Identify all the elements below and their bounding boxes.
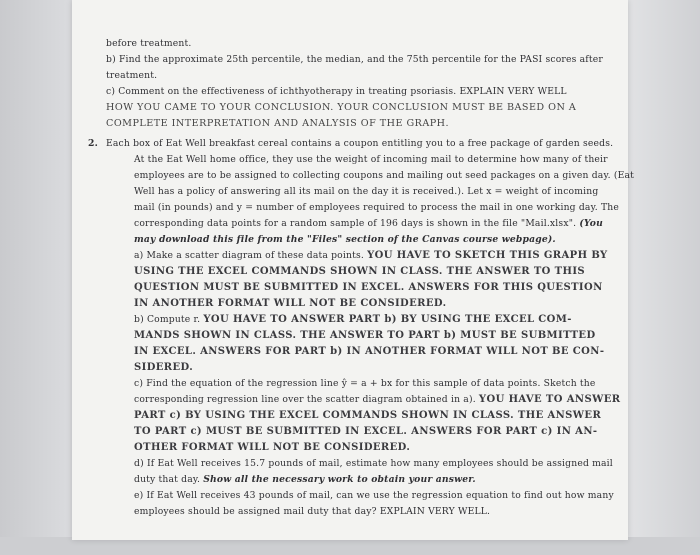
text-segment-emphasis: (You xyxy=(579,218,603,229)
text-segment-caps: YOU HAVE TO SKETCH THIS GRAPH BY xyxy=(367,250,608,261)
text-line-caps: TO PART c) MUST BE SUBMITTED IN EXCEL. ANSWERS FOR PART c) IN AN- xyxy=(134,426,598,437)
text-line: e) If Eat Well receives 43 pounds of mail, can we use the regression equation to find out how many xyxy=(134,490,614,501)
text-segment-emphasis: Show all the necessary work to obtain your answer. xyxy=(203,474,476,485)
question-number: 2. xyxy=(88,138,98,149)
text-line xyxy=(106,392,621,408)
text-line-caps: IN EXCEL. ANSWERS FOR PART b) IN ANOTHER FORMAT WILL NOT BE CON- xyxy=(134,346,605,357)
text-line-caps: MANDS SHOWN IN CLASS. THE ANSWER TO PART b) MUST BE SUBMITTED xyxy=(134,330,596,341)
background-left xyxy=(0,0,70,555)
text-line: treatment. xyxy=(106,70,158,81)
background-right xyxy=(625,0,700,555)
text-segment: corresponding regression line over the scatter diagram obtained in a). xyxy=(134,394,479,405)
text-line: mail (in pounds) and y = number of employees required to process the mail in one working day. The xyxy=(134,202,619,213)
text-line-caps: USING THE EXCEL COMMANDS SHOWN IN CLASS. THE ANSWER TO THIS xyxy=(134,266,586,277)
text-segment-caps: YOU HAVE TO ANSWER PART b) BY USING THE EXCEL COM- xyxy=(203,314,572,325)
text-line-emphasis: may download this file from the "Files" section of the Canvas course webpage). xyxy=(134,234,556,245)
text-line-caps: QUESTION MUST BE SUBMITTED IN EXCEL. ANSWERS FOR THIS QUESTION xyxy=(134,282,603,293)
text-line-caps: SIDERED. xyxy=(134,362,194,373)
document-page xyxy=(72,0,635,540)
text-line: c) Comment on the effectiveness of ichthyotherapy in treating psoriasis. EXPLAIN VERY WELL xyxy=(106,86,567,97)
text-segment: corresponding data points for a random sample of 196 days is shown in the file "Mail.xlsx". xyxy=(134,218,580,229)
text-line: At the Eat Well home office, they use the weight of incoming mail to determine how many of their xyxy=(134,154,608,165)
text-segment: b) Compute r. xyxy=(134,314,204,325)
text-line: Well has a policy of answering all its mail on the day it is received.). Let x = weight of incoming xyxy=(134,186,599,197)
text-segment: duty that day. xyxy=(134,474,204,485)
text-line: COMPLETE INTERPRETATION AND ANALYSIS OF THE GRAPH. xyxy=(106,118,450,129)
text-line xyxy=(106,248,614,264)
text-line: c) Find the equation of the regression line ŷ = a + bx for this sample of data points. Sketch the xyxy=(134,378,596,389)
text-segment-caps: YOU HAVE TO ANSWER xyxy=(478,394,621,405)
text-line: b) Find the approximate 25th percentile, the median, and the 75th percentile for the PASI scores after xyxy=(106,54,603,65)
text-line: employees are to be assigned to collecting coupons and mailing out seed packages on a given day. (Eat xyxy=(134,170,635,181)
text-line: employees should be assigned mail duty that day? EXPLAIN VERY WELL. xyxy=(134,506,491,517)
text-line xyxy=(106,312,614,328)
text-line: Each box of Eat Well breakfast cereal contains a coupon entitling you to a free package of garden seeds. xyxy=(106,138,614,149)
text-line-caps: OTHER FORMAT WILL NOT BE CONSIDERED. xyxy=(134,442,411,453)
text-line: d) If Eat Well receives 15.7 pounds of mail, estimate how many employees should be assigned mail xyxy=(134,458,613,469)
document-content xyxy=(88,36,635,520)
question-2 xyxy=(88,136,635,520)
text-line xyxy=(106,472,614,488)
text-line-caps: IN ANOTHER FORMAT WILL NOT BE CONSIDERED. xyxy=(134,298,447,309)
question-2-first-line xyxy=(88,136,614,152)
text-line: HOW YOU CAME TO YOUR CONCLUSION. YOUR CONCLUSION MUST BE BASED ON A xyxy=(106,102,577,113)
text-line xyxy=(106,216,614,232)
text-line-caps: PART c) BY USING THE EXCEL COMMANDS SHOWN IN CLASS. THE ANSWER xyxy=(134,410,602,421)
text-segment: a) Make a scatter diagram of these data points. xyxy=(134,250,368,261)
text-line: before treatment. xyxy=(106,38,192,49)
